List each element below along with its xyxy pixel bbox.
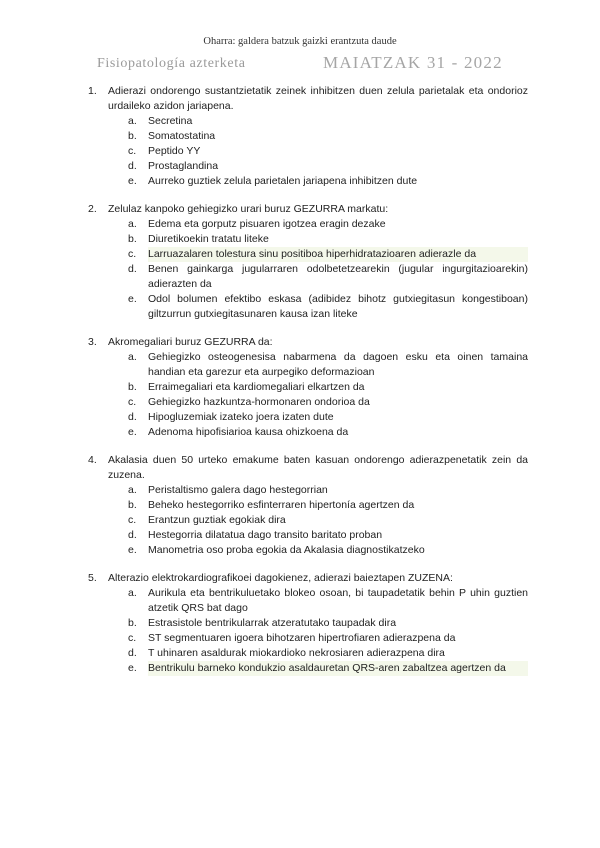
exam-subject: Fisiopatología azterketa bbox=[97, 56, 246, 71]
option-letter: b. bbox=[128, 499, 137, 511]
question-1 bbox=[88, 84, 528, 189]
option-text: Edema eta gorputz pisuaren igotzea eragin dezake bbox=[148, 218, 386, 230]
option-letter: b. bbox=[128, 617, 137, 629]
option-text: T uhinaren asaldurak miokardioko nekrosiaren adierazpena dira bbox=[148, 647, 445, 659]
question-text: Zelulaz kanpoko gehiegizko urari buruz GEZURRA markatu: bbox=[108, 203, 389, 215]
question-number: 5. bbox=[88, 572, 97, 584]
option-c bbox=[128, 513, 528, 528]
option-c bbox=[128, 631, 528, 646]
option-e bbox=[128, 661, 528, 676]
option-letter: c. bbox=[128, 514, 137, 526]
option-text: Hipogluzemiak izateko joera izaten dute bbox=[148, 411, 334, 423]
option-list bbox=[128, 350, 528, 440]
option-text: Bentrikulu barneko kondukzio asaldauretan QRS-aren zabaltzea agertzen da bbox=[148, 661, 528, 676]
option-text: Peptido YY bbox=[148, 145, 201, 157]
option-letter: c. bbox=[128, 396, 137, 408]
option-d bbox=[128, 410, 528, 425]
option-a bbox=[128, 114, 528, 129]
option-letter: b. bbox=[128, 130, 137, 142]
exam-header bbox=[97, 53, 517, 78]
option-e bbox=[128, 425, 528, 440]
option-text: Gehiegizko hazkuntza-hormonaren ondorioa da bbox=[148, 396, 370, 408]
question-4 bbox=[88, 453, 528, 558]
option-letter: d. bbox=[128, 160, 137, 172]
option-d bbox=[128, 262, 528, 292]
option-text: Hestegorria dilatatua dago transito baritato proban bbox=[148, 529, 383, 541]
question-text: Adierazi ondorengo sustantzietatik zeinek inhibitzen duen zelula parietalak eta ondorioz urdaileko azidon jariapena. bbox=[108, 85, 528, 112]
option-text: Somatostatina bbox=[148, 130, 216, 142]
option-b bbox=[128, 232, 528, 247]
option-d bbox=[128, 159, 528, 174]
option-a bbox=[128, 217, 528, 232]
option-text: Secretina bbox=[148, 115, 193, 127]
option-b bbox=[128, 616, 528, 631]
option-list bbox=[128, 586, 528, 676]
option-letter: b. bbox=[128, 233, 137, 245]
option-letter: d. bbox=[128, 411, 137, 423]
option-letter: b. bbox=[128, 381, 137, 393]
option-text: Benen gainkarga jugularraren odolbetetzearekin (jugular ingurgitazioarekin) adierazten da bbox=[148, 263, 528, 290]
option-letter: a. bbox=[128, 351, 137, 363]
option-letter: a. bbox=[128, 115, 137, 127]
option-a bbox=[128, 586, 528, 616]
option-text: Manometria oso proba egokia da Akalasia diagnostikatzeko bbox=[148, 544, 425, 556]
option-list bbox=[128, 217, 528, 322]
option-e bbox=[128, 292, 528, 322]
option-letter: e. bbox=[128, 175, 137, 187]
option-b bbox=[128, 129, 528, 144]
option-text: Aurikula eta bentrikuluetako blokeo osoan, bi taupadetatik behin P uhin guztien atzetik QRS bat dago bbox=[148, 587, 528, 614]
option-d bbox=[128, 646, 528, 661]
question-number: 1. bbox=[88, 85, 97, 97]
question-text: Akromegaliari buruz GEZURRA da: bbox=[108, 336, 273, 348]
option-list bbox=[128, 483, 528, 558]
option-text: Beheko hestegorriko esfinterraren hipertonía agertzen da bbox=[148, 499, 415, 511]
option-letter: c. bbox=[128, 145, 137, 157]
option-letter: d. bbox=[128, 263, 137, 275]
option-a bbox=[128, 350, 528, 380]
option-letter: d. bbox=[128, 529, 137, 541]
option-text: ST segmentuaren igoera bihotzaren hipertrofiaren adierazpena da bbox=[148, 632, 456, 644]
option-list bbox=[128, 114, 528, 189]
option-text: Diuretikoekin tratatu liteke bbox=[148, 233, 269, 245]
question-5 bbox=[88, 571, 528, 676]
question-list bbox=[88, 84, 528, 689]
option-letter: c. bbox=[128, 248, 137, 260]
option-d bbox=[128, 528, 528, 543]
option-letter: e. bbox=[128, 662, 137, 674]
option-letter: d. bbox=[128, 647, 137, 659]
option-letter: a. bbox=[128, 587, 137, 599]
question-3 bbox=[88, 335, 528, 440]
option-b bbox=[128, 498, 528, 513]
note-line: Oharra: galdera batzuk gaizki erantzuta daude bbox=[203, 36, 397, 47]
option-letter: a. bbox=[128, 484, 137, 496]
option-e bbox=[128, 543, 528, 558]
option-letter: c. bbox=[128, 632, 137, 644]
option-text: Gehiegizko osteogenesisa nabarmena da dagoen esku eta oinen tamaina handian eta garezur eta aurpegiko deformazioan bbox=[148, 351, 528, 378]
exam-date: MAIATZAK 31 - 2022 bbox=[323, 53, 503, 72]
option-text: Aurreko guztiek zelula parietalen jariapena inhibitzen dute bbox=[148, 175, 418, 187]
option-text: Erantzun guztiak egokiak dira bbox=[148, 514, 286, 526]
option-c bbox=[128, 395, 528, 410]
option-a bbox=[128, 483, 528, 498]
option-text: Erraimegaliari eta kardiomegaliari elkartzen da bbox=[148, 381, 365, 393]
option-text: Odol bolumen efektibo eskasa (adibidez bihotz gutxiegitasun kongestiboan) giltzurrun gutxiegitasunaren kausa izan liteke bbox=[148, 293, 528, 320]
option-text: Estrasistole bentrikularrak atzeratutako taupadak dira bbox=[148, 617, 397, 629]
option-b bbox=[128, 380, 528, 395]
option-text: Larruazalaren tolestura sinu positiboa hiperhidratazioaren adierazle da bbox=[148, 247, 528, 262]
option-text: Peristaltismo galera dago hestegorrian bbox=[148, 484, 328, 496]
question-number: 4. bbox=[88, 454, 97, 466]
question-2 bbox=[88, 202, 528, 322]
option-c bbox=[128, 144, 528, 159]
option-text: Prostaglandina bbox=[148, 160, 219, 172]
option-text: Adenoma hipofisiarioa kausa ohizkoena da bbox=[148, 426, 349, 438]
option-letter: e. bbox=[128, 293, 137, 305]
option-letter: e. bbox=[128, 544, 137, 556]
option-letter: e. bbox=[128, 426, 137, 438]
option-c bbox=[128, 247, 528, 262]
question-text: Akalasia duen 50 urteko emakume baten kasuan ondorengo adierazpenetatik zein da zuzena. bbox=[108, 454, 528, 481]
option-letter: a. bbox=[128, 218, 137, 230]
question-number: 3. bbox=[88, 336, 97, 348]
question-text: Alterazio elektrokardiografikoei dagokienez, adierazi baieztapen ZUZENA: bbox=[108, 572, 453, 584]
option-e bbox=[128, 174, 528, 189]
question-number: 2. bbox=[88, 203, 97, 215]
